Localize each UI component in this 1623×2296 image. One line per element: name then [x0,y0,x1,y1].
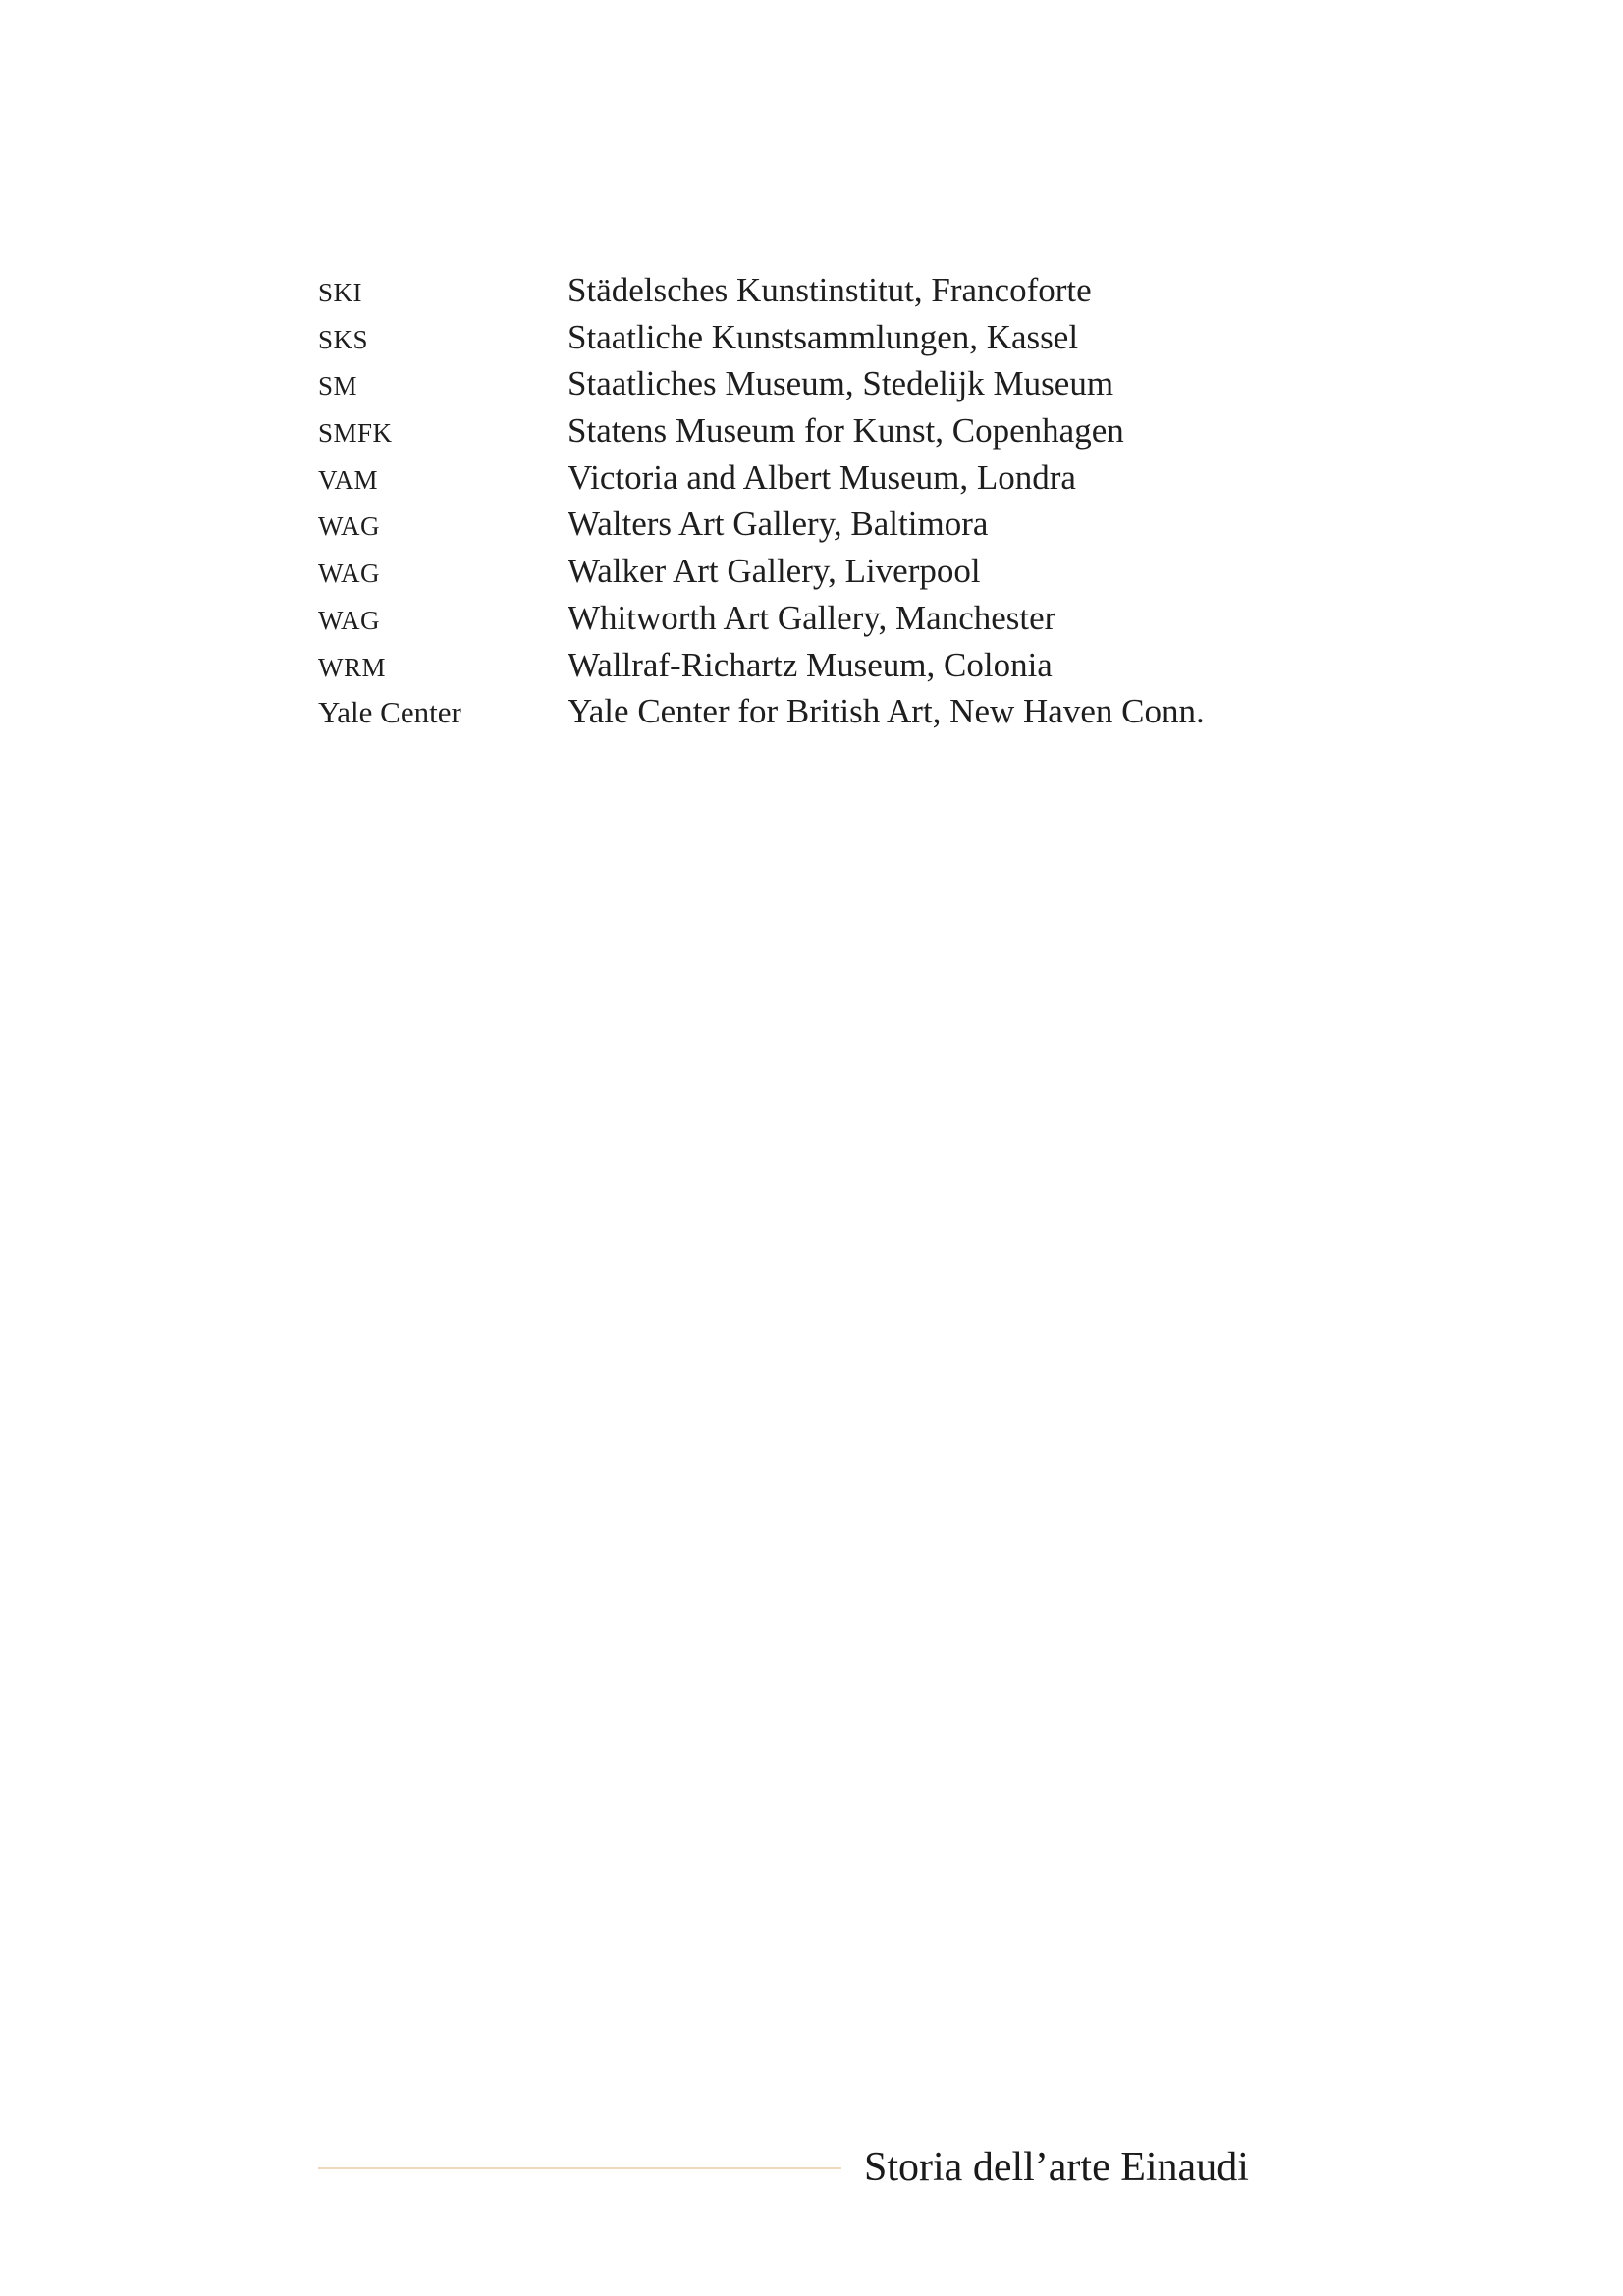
abbreviation: SMFK [318,418,393,449]
footer-divider [318,2167,841,2169]
footer-title: Storia dell’arte Einaudi [864,2145,1249,2190]
page-footer [318,2144,1280,2203]
museum-name: Walker Art Gallery, Liverpool [568,552,981,591]
museum-name: Städelsches Kunstinstitut, Francoforte [568,271,1092,309]
abbreviation: SM [318,371,358,401]
abbreviation: SKI [318,278,363,307]
abbreviation-row [318,646,1300,693]
abbreviation-row [318,271,1300,318]
abbreviation: SKS [318,324,369,354]
museum-name: Walters Art Gallery, Baltimora [568,505,989,544]
museum-name: Victoria and Albert Museum, Londra [568,457,1076,497]
abbreviation-row [318,692,1300,739]
abbreviation: WAG [318,559,380,589]
abbreviation-list [318,271,1300,739]
abbreviation-row [318,318,1300,365]
abbreviation-row [318,411,1300,458]
abbreviation-row [318,458,1300,506]
abbreviation: WAG [318,511,380,542]
abbreviation: VAM [318,464,379,495]
abbreviation: WRM [318,652,386,682]
museum-name: Staatliches Museum, Stedelijk Museum [568,364,1114,403]
museum-name: Wallraf-Richartz Museum, Colonia [568,645,1053,684]
abbreviation-row [318,364,1300,411]
abbreviation-row [318,599,1300,646]
museum-name: Yale Center for British Art, New Haven Conn. [568,692,1205,731]
museum-name: Whitworth Art Gallery, Manchester [568,598,1056,637]
abbreviation: WAG [318,605,380,635]
abbreviation-row [318,552,1300,599]
museum-name: Staatliche Kunstsammlungen, Kassel [568,317,1079,356]
museum-name: Statens Museum for Kunst, Copenhagen [568,411,1124,451]
abbreviation-row [318,505,1300,552]
abbreviation: Yale Center [318,695,461,730]
